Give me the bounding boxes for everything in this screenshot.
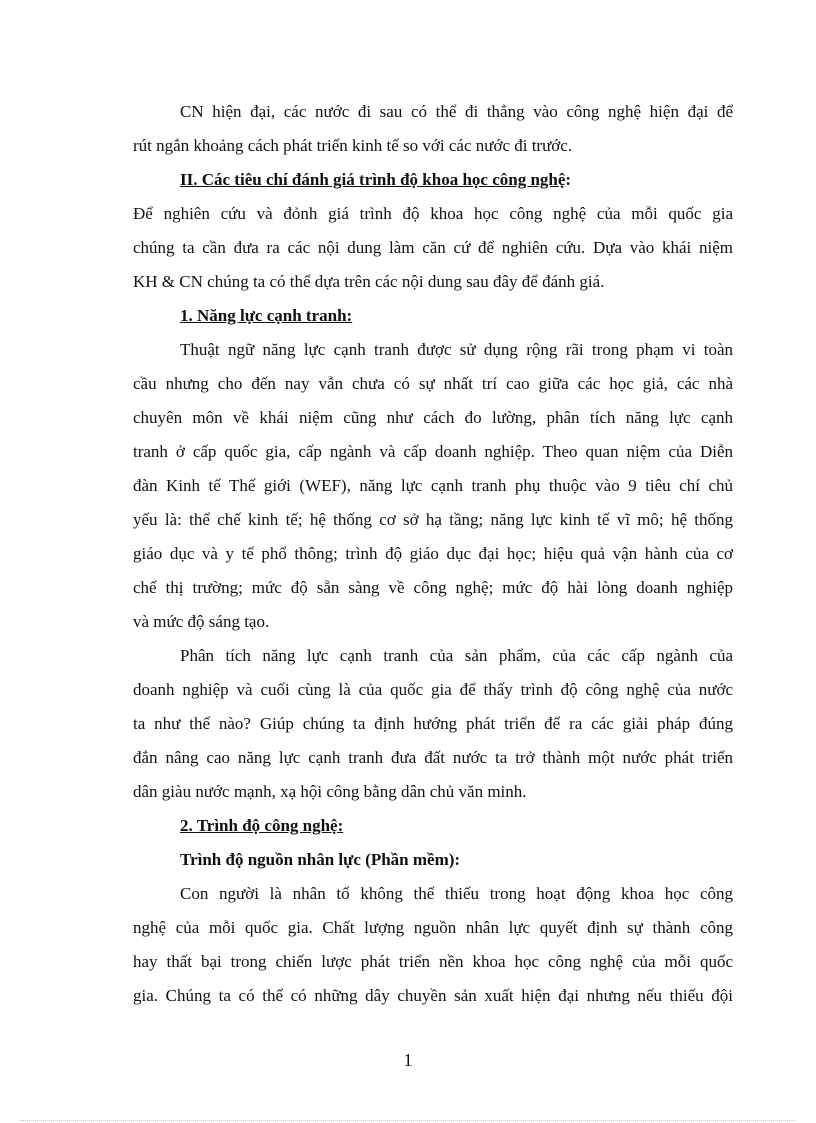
text-line: dân giàu nước mạnh, xạ hội công bằng dân chủ văn minh. [133, 782, 527, 801]
page-number: 1 [403, 1050, 413, 1070]
subheading-competitiveness [133, 299, 733, 333]
text-line: yếu là: thể chế kinh tế; hệ thống cơ sở hạ tầng; năng lực kinh tế vĩ mô; hệ thống [133, 510, 733, 529]
text-line: Thuật ngữ năng lực cạnh tranh được sử dụng rộng rãi trong phạm vi toàn [180, 340, 733, 359]
text-line: chế thị trường; mức độ sẵn sàng về công nghệ; mức độ hài lòng doanh nghiệp [133, 578, 733, 597]
text-line: CN hiện đại, các nước đi sau có thể đi thẳng vào công nghệ hiện đại để [180, 102, 733, 121]
text-line: đắn nâng cao năng lực cạnh tranh đưa đất nước ta trở thành một nước phát triển [133, 748, 733, 767]
subheading-human-resources [133, 843, 733, 877]
text-line: tranh ở cấp quốc gia, cấp ngành và cấp doanh nghiệp. Theo quan niệm của Diễn [133, 442, 733, 461]
text-line: hay thất bại trong chiến lược phát triển nền khoa học công nghệ của mỗi quốc [133, 952, 733, 971]
text-line: ta như thế nào? Giúp chúng ta định hướng phát triển để ra các giải pháp đúng [133, 714, 733, 733]
criteria-intro-paragraph [133, 197, 733, 299]
section-heading-criteria [133, 163, 733, 197]
subheading-text: 1. Năng lực cạnh tranh: [180, 306, 353, 325]
text-line: gia. Chúng ta có thể có những dây chuyền sản xuất hiện đại nhưng nếu thiếu đội [133, 986, 733, 1005]
text-line: nghệ của mỗi quốc gia. Chất lượng nguồn nhân lực quyết định sự thành công [133, 918, 733, 937]
text-line: Để nghiên cứu và đỏnh giá trình độ khoa học công nghệ của mỗi quốc gia [133, 204, 733, 223]
subheading-text: Trình độ nguồn nhân lực (Phần mềm): [180, 850, 461, 869]
text-line: chuyên môn về khái niệm cũng như cách đo lường, phân tích năng lực cạnh [133, 408, 733, 427]
subheading-text: 2. Trình độ công nghệ: [180, 816, 344, 835]
text-line: đàn Kinh tế Thế giới (WEF), năng lực cạnh tranh phụ thuộc vào 9 tiêu chí chủ [133, 476, 733, 495]
text-line: giáo dục và y tế phổ thông; trình độ giáo dục đại học; hiệu quả vận hành của cơ [133, 544, 733, 563]
intro-paragraph [133, 95, 733, 163]
text-line: KH & CN chúng ta có thể dựa trên các nội dung sau đây để đánh giá. [133, 272, 605, 291]
text-line: Con người là nhân tố không thể thiếu trong hoạt động khoa học công [180, 884, 733, 903]
text-line: rút ngắn khoảng cách phát triển kinh tế so với các nước đi trước. [133, 136, 573, 155]
text-line: doanh nghiệp và cuối cùng là của quốc gia để thấy trình độ công nghệ của nước [133, 680, 733, 699]
section-heading-text: II. Các tiêu chí đánh giá trình độ khoa học công nghệ [180, 170, 566, 189]
human-resources-paragraph [133, 877, 733, 1013]
analysis-paragraph [133, 639, 733, 809]
section-heading-colon: : [565, 170, 572, 189]
text-line: cầu nhưng cho đến nay vẫn chưa có sự nhất trí cao giữa các học giả, các nhà [133, 374, 733, 393]
text-line: và mức độ sáng tạo. [133, 612, 270, 631]
subheading-technology-level [133, 809, 733, 843]
competitiveness-paragraph [133, 333, 733, 639]
text-line: Phân tích năng lực cạnh tranh của sản phẩm, của các cấp ngành của [180, 646, 733, 665]
text-line: chúng ta cần đưa ra các nội dung làm căn cứ để nghiên cứu. Dựa vào khái niệm [133, 238, 733, 257]
page-bottom-divider [20, 1120, 796, 1121]
